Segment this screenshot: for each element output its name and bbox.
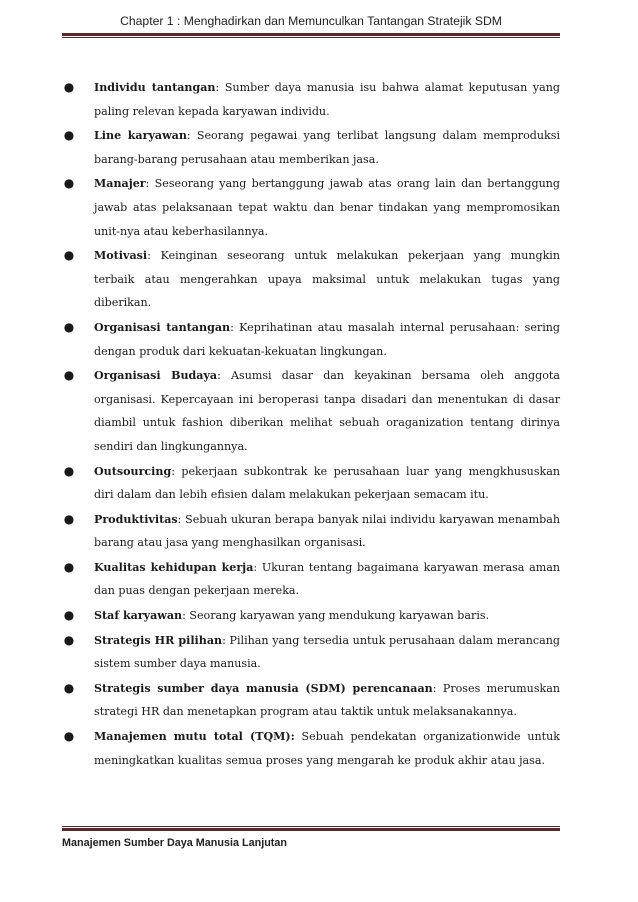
definition: Proses merumuskan strategi HR dan menetapkan program atau taktik untuk melaksanakannya.: [94, 681, 560, 719]
page-header: [62, 13, 560, 47]
header-rule: [62, 33, 560, 36]
definition: pekerjaan subkontrak ke perusahaan luar yang mengkhususkan diri dalam dan lebih efisien dalam melakukan pekerjaan semacam itu.: [94, 464, 561, 502]
list-item: [62, 460, 560, 507]
definition: Keprihatinan atau masalah internal perusahaan: sering dengan produk dari kekuatan-kekuatan lingkungan.: [94, 320, 561, 358]
separator: :: [147, 249, 161, 263]
term: Manajer: [94, 177, 146, 191]
page-footer: [62, 826, 560, 849]
separator: :: [222, 633, 230, 647]
bullet-icon: ●: [63, 608, 75, 623]
bullet-icon: ●: [63, 176, 75, 191]
bullet-icon: ●: [63, 319, 75, 334]
list-item: [62, 677, 560, 724]
separator: :: [217, 369, 231, 383]
separator: :: [432, 681, 443, 695]
term: Organisasi Budaya: [94, 369, 218, 383]
list-item: [62, 316, 560, 363]
separator: [295, 730, 302, 743]
list-item: [62, 244, 560, 315]
bullet-icon: ●: [63, 680, 75, 695]
bullet-icon: ●: [63, 80, 75, 94]
definition: Seseorang yang bertanggung jawab atas orang lain dan bertanggung jawab atas pelaksanaan tepat waktu dan benar tindakan yang mempromosikan unit-nya atau keberhasilannya.: [94, 177, 560, 238]
term: Motivasi: [94, 249, 148, 263]
definition: Pilihan yang tersedia untuk perusahaan dalam merancang sistem sumber daya manusia.: [94, 633, 560, 671]
term: Manajemen mutu total (TQM):: [94, 730, 295, 744]
list-item: [62, 76, 560, 123]
list-item: [62, 725, 560, 772]
bullet-icon: ●: [63, 632, 75, 647]
definition: Seorang pegawai yang terlibat langsung dalam memproduksi barang-barang perusahaan atau memberikan jasa.: [94, 129, 560, 166]
separator: :: [177, 512, 186, 526]
term: Kualitas kehidupan kerja: [94, 560, 254, 574]
footer-rule-thin: [62, 826, 560, 827]
separator: :: [171, 464, 182, 478]
bullet-icon: ●: [63, 368, 75, 383]
list-item: [62, 604, 560, 628]
separator: :: [215, 81, 225, 94]
list-item: [62, 124, 560, 171]
separator: :: [182, 609, 190, 623]
list-item: [62, 556, 560, 603]
definition: Keinginan seseorang untuk melakukan pekerjaan yang mungkin terbaik atau mengerahkan upaya maksimal untuk melakukan tugas yang diberikan.: [94, 249, 561, 310]
header-title: Chapter 1 : Menghadirkan dan Memunculkan Tantangan Stratejik SDM: [120, 14, 502, 28]
term: Strategis sumber daya manusia (SDM) perencanaan: [94, 681, 433, 695]
term: Outsourcing: [94, 464, 172, 478]
separator: :: [230, 320, 240, 334]
definition: Asumsi dasar dan keyakinan bersama oleh anggota organisasi. Kepercayaan ini beroperasi tanpa disadari dan menentukan di dasar diambil untuk fashion diberikan melihat sebuah oraganization tentang dirinya sendiri dan lingkungannya.: [94, 369, 561, 453]
header-rule-thin: [62, 37, 560, 38]
list-item: [62, 629, 560, 676]
bullet-icon: ●: [63, 463, 75, 478]
footer-title: Manajemen Sumber Daya Manusia Lanjutan: [62, 837, 287, 849]
definition: Sumber daya manusia isu bahwa alamat keputusan yang paling relevan kepada karyawan individu.: [94, 81, 560, 118]
term: Staf karyawan: [94, 609, 183, 623]
bullet-icon: ●: [63, 729, 75, 744]
definition: Ukuran tentang bagaimana karyawan merasa aman dan puas dengan pekerjaan mereka.: [94, 560, 561, 598]
term: Individu tantangan: [94, 81, 216, 94]
term: Organisasi tantangan: [94, 320, 231, 334]
glossary-list: [62, 76, 560, 773]
list-item: [62, 172, 560, 243]
bullet-icon: ●: [63, 248, 75, 263]
separator: :: [186, 129, 197, 143]
term: Produktivitas: [94, 512, 178, 526]
bullet-icon: ●: [63, 559, 75, 574]
list-item: [62, 508, 560, 555]
separator: :: [145, 177, 155, 191]
term: Strategis HR pilihan: [94, 633, 223, 647]
definition: Sebuah pendekatan organizationwide untuk meningkatkan kualitas semua proses yang mengarah ke produk akhir atau jasa.: [94, 730, 560, 767]
term: Line karyawan: [94, 129, 187, 143]
list-item: [62, 364, 560, 458]
footer-rule: [62, 828, 560, 831]
definition: Seorang karyawan yang mendukung karyawan baris.: [189, 609, 490, 623]
definition: Sebuah ukuran berapa banyak nilai individu karyawan menambah barang atau jasa yang menghasilkan organisasi.: [94, 512, 561, 550]
bullet-icon: ●: [63, 128, 75, 143]
separator: :: [253, 560, 262, 574]
bullet-icon: ●: [63, 511, 75, 526]
